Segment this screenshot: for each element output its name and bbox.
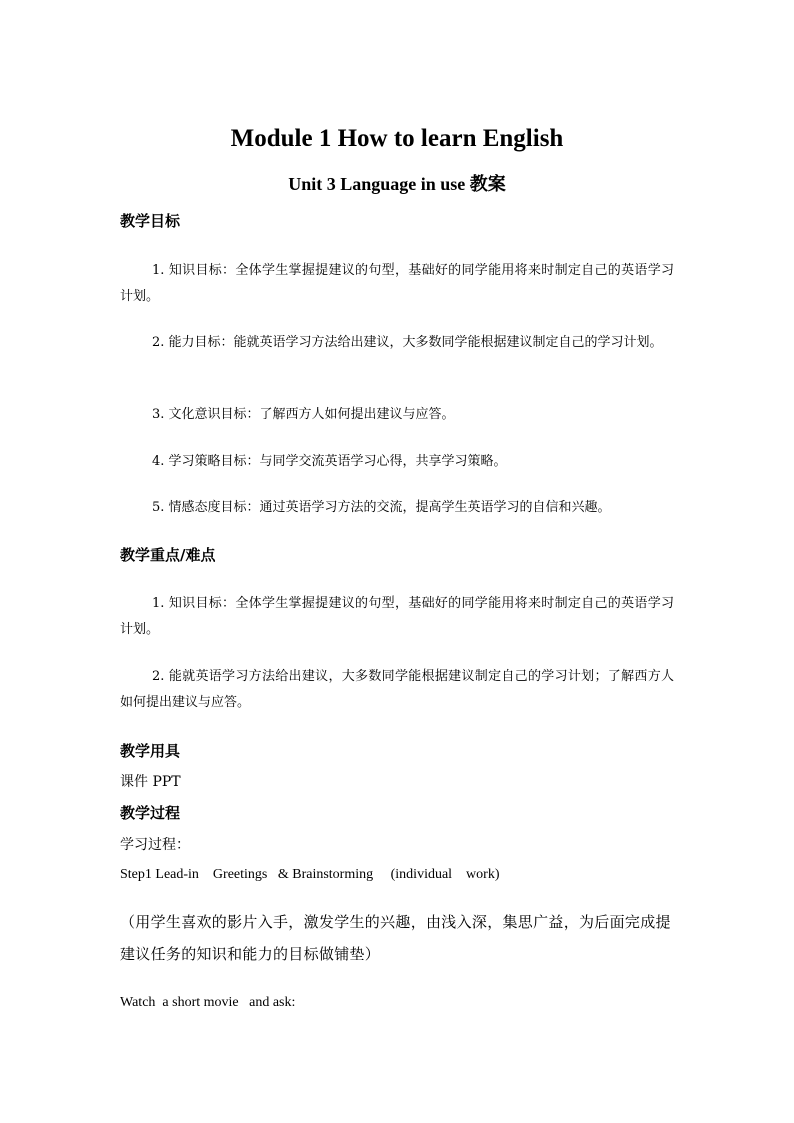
page-title: Module 1 How to learn English: [230, 125, 564, 152]
process-heading: 教学过程: [120, 804, 181, 822]
key-point-item-1: 1. 知识目标：全体学生掌握提建议的句型，基础好的同学能用将来时制定自己的英语学习计划。: [120, 596, 674, 637]
objective-item-3: 3. 文化意识目标：了解西方人如何提出建议与应答。: [152, 407, 455, 422]
process-intro: 学习过程：: [120, 837, 190, 853]
objective-item-4: 4. 学习策略目标：与同学交流英语学习心得，共享学习策略。: [152, 454, 507, 469]
page-subtitle: Unit 3 Language in use 教案: [288, 174, 506, 194]
tools-content: 课件 PPT: [120, 774, 181, 790]
objective-item-2: 2. 能力目标：能就英语学习方法给出建议，大多数同学能根据建议制定自己的学习计划。: [152, 335, 663, 350]
objectives-heading: 教学目标: [120, 212, 181, 230]
process-watch: Watch a short movie and ask:: [120, 995, 296, 1010]
objective-item-1: 1. 知识目标：全体学生掌握提建议的句型，基础好的同学能用将来时制定自己的英语学习计划。: [120, 263, 674, 304]
objective-item-5: 5. 情感态度目标：通过英语学习方法的交流，提高学生英语学习的自信和兴趣。: [152, 500, 611, 515]
key-points-heading: 教学重点/难点: [120, 546, 216, 564]
key-point-item-2: 2. 能就英语学习方法给出建议，大多数同学能根据建议制定自己的学习计划；了解西方人如何提出建议与应答。: [120, 669, 674, 710]
process-note: （用学生喜欢的影片入手，激发学生的兴趣，由浅入深，集思广益，为后面完成提建议任务的知识和能力的目标做铺垫）: [120, 913, 671, 963]
tools-heading: 教学用具: [120, 742, 181, 760]
process-step1: Step1 Lead-in Greetings & Brainstorming (individual work): [120, 867, 500, 882]
